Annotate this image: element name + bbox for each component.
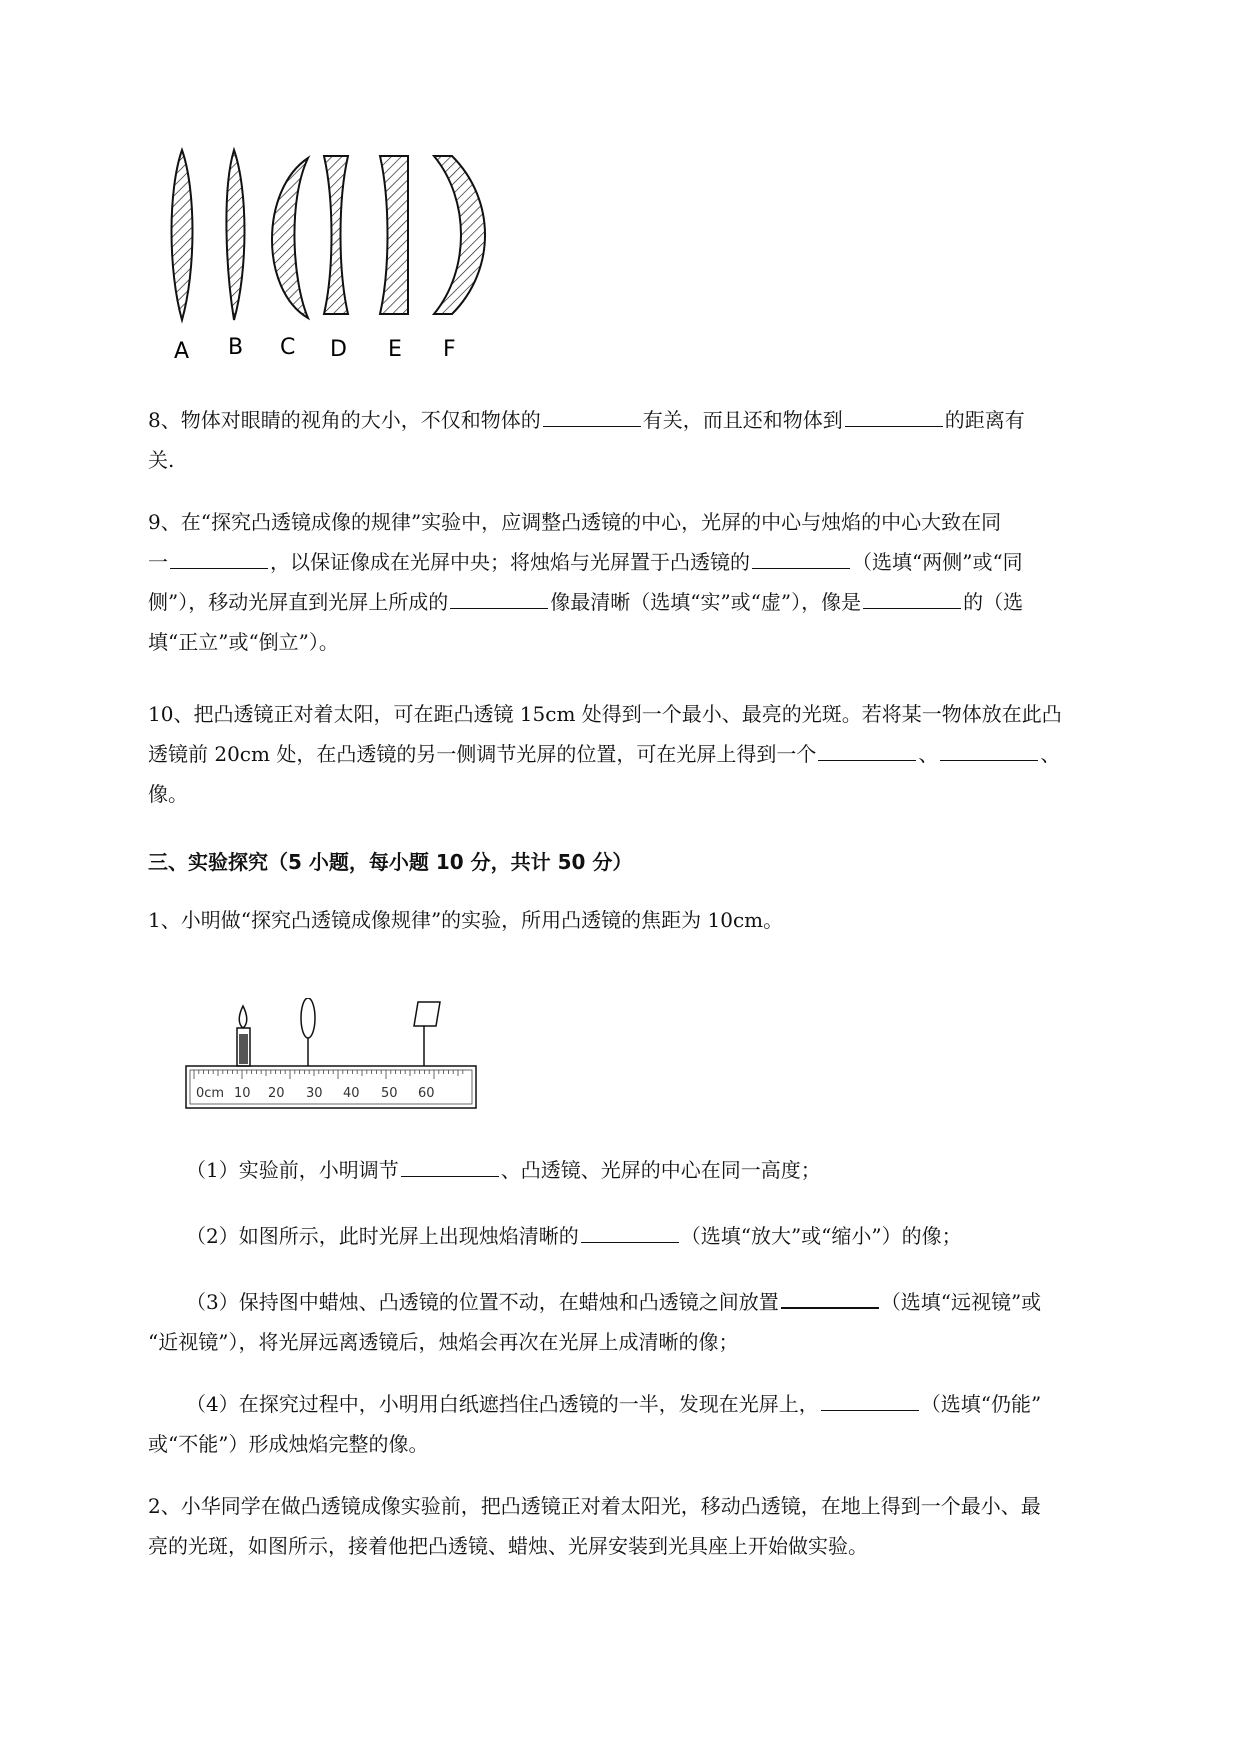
q9-text-2b: ，以保证像成在光屏中央；将烛焰与光屏置于凸透镜的 bbox=[270, 550, 750, 574]
exp1-subq-1 bbox=[186, 1150, 1158, 1190]
candle-body-shade bbox=[239, 1034, 248, 1064]
q10-line-1: 10、把凸透镜正对着太阳，可在距凸透镜 15cm 处得到一个最小、最亮的光斑。若将某一物体放在此凸 bbox=[148, 702, 1062, 726]
ruler-label-40: 40 bbox=[343, 1086, 360, 1101]
lens-d-biconcave bbox=[324, 156, 348, 314]
exp1-blank-3 bbox=[781, 1285, 879, 1309]
ruler-label-20: 20 bbox=[268, 1086, 285, 1101]
exp1-p4-text-a: （4）在探究过程中，小明用白纸遮挡住凸透镜的一半，发现在光屏上， bbox=[186, 1392, 819, 1416]
exp2-line-1: 2、小华同学在做凸透镜成像实验前，把凸透镜正对着太阳光，移动凸透镜，在地上得到一个最小、最 bbox=[148, 1494, 1041, 1518]
q9-line-4: 填“正立”或“倒立”）。 bbox=[148, 630, 339, 654]
exp1-subq-3 bbox=[148, 1282, 1158, 1362]
q8-text-1: 8、物体对眼睛的视角的大小，不仅和物体的 bbox=[148, 408, 541, 432]
exp1-blank-1 bbox=[401, 1154, 499, 1177]
exp1-blank-4 bbox=[821, 1388, 919, 1411]
lens-c-meniscus bbox=[272, 158, 308, 318]
q8-blank-2 bbox=[845, 404, 943, 427]
optical-bench-figure bbox=[182, 998, 482, 1110]
question-9 bbox=[148, 502, 1148, 662]
lens-label-e: E bbox=[388, 337, 402, 362]
lens-types-figure bbox=[160, 140, 550, 370]
question-10 bbox=[148, 694, 1148, 814]
exp1-blank-2 bbox=[581, 1220, 679, 1243]
q10-text-2a: 透镜前 20cm 处，在凸透镜的另一侧调节光屏的位置，可在光屏上得到一个 bbox=[148, 742, 817, 766]
lens-a-biconvex bbox=[172, 150, 193, 320]
exp1-intro-text: 1、小明做“探究凸透镜成像规律”的实验，所用凸透镜的焦距为 10cm。 bbox=[148, 908, 784, 932]
q9-text-3a: 侧”），移动光屏直到光屏上所成的 bbox=[148, 590, 449, 614]
q9-blank-1 bbox=[170, 546, 268, 569]
q9-text-3c: 的（选 bbox=[963, 590, 1024, 614]
lens-f-meniscus bbox=[434, 156, 485, 314]
exp2-line-2: 亮的光斑，如图所示，接着他把凸透镜、蜡烛、光屏安装到光具座上开始做实验。 bbox=[148, 1534, 868, 1558]
lens-label-a: A bbox=[174, 339, 190, 364]
ruler-label-60: 60 bbox=[418, 1086, 435, 1101]
lens-label-f: F bbox=[443, 337, 456, 362]
q9-text-2a: 一 bbox=[148, 550, 168, 574]
q8-text-3: 的距离有 bbox=[944, 408, 1025, 432]
exp1-p4-text-c: 或“不能”）形成烛焰完整的像。 bbox=[148, 1432, 429, 1456]
question-8 bbox=[148, 400, 1148, 480]
exp1-p1-text-b: 、凸透镜、光屏的中心在同一高度； bbox=[500, 1158, 821, 1182]
q9-blank-2 bbox=[752, 546, 850, 569]
q10-blank-1 bbox=[818, 738, 916, 761]
exp1-p1-text-a: （1）实验前，小明调节 bbox=[186, 1158, 399, 1182]
q9-text-2c: （选填“两侧”或“同 bbox=[852, 550, 1023, 574]
exp1-p4-text-b: （选填“仍能” bbox=[920, 1392, 1042, 1416]
q8-text-2: 有关，而且还和物体到 bbox=[642, 408, 843, 432]
section-3-heading: 三、实验探究（5 小题，每小题 10 分，共计 50 分） bbox=[148, 850, 633, 874]
exp1-p3-text-c: “近视镜”），将光屏远离透镜后，烛焰会再次在光屏上成清晰的像； bbox=[148, 1330, 739, 1354]
lens-b-planoconvex bbox=[226, 150, 244, 320]
ruler-label-10: 10 bbox=[234, 1086, 251, 1101]
experiment-1-intro bbox=[148, 900, 1148, 940]
q9-text-3b: 像最清晰（选填“实”或“虚”），像是 bbox=[550, 590, 862, 614]
exp1-subq-2 bbox=[186, 1216, 1158, 1256]
q9-blank-4 bbox=[863, 586, 961, 609]
ruler-label-50: 50 bbox=[381, 1086, 398, 1101]
q8-blank-1 bbox=[543, 404, 641, 427]
experiment-2 bbox=[148, 1486, 1148, 1566]
light-screen bbox=[414, 1002, 440, 1026]
ruler-tick-marks bbox=[194, 1070, 463, 1079]
q8-text-4: 关. bbox=[148, 448, 175, 472]
exp1-subq-4 bbox=[148, 1384, 1158, 1464]
lens-label-c: C bbox=[280, 335, 296, 360]
q10-text-2b: 、 bbox=[918, 742, 939, 766]
exp1-p2-text-a: （2）如图所示，此时光屏上出现烛焰清晰的 bbox=[186, 1224, 579, 1248]
q10-blank-2 bbox=[940, 738, 1038, 761]
lens-e-planoconcave bbox=[380, 156, 408, 314]
q9-line-1: 9、在“探究凸透镜成像的规律”实验中，应调整凸透镜的中心，光屏的中心与烛焰的中心大致在同 bbox=[148, 510, 1002, 534]
ruler-label-0: 0cm bbox=[196, 1086, 225, 1101]
q9-blank-3 bbox=[450, 586, 548, 609]
candle-flame bbox=[239, 1006, 247, 1028]
exp1-p2-text-b: （选填“放大”或“缩小”）的像； bbox=[680, 1224, 962, 1248]
lens-label-b: B bbox=[228, 335, 244, 360]
lens-label-d: D bbox=[330, 337, 347, 362]
exp1-p3-text-a: （3）保持图中蜡烛、凸透镜的位置不动，在蜡烛和凸透镜之间放置 bbox=[186, 1290, 779, 1314]
exp1-p3-text-b: （选填“远视镜”或 bbox=[880, 1290, 1042, 1314]
convex-lens bbox=[301, 998, 315, 1038]
ruler-label-30: 30 bbox=[306, 1086, 323, 1101]
q10-line-3: 像。 bbox=[148, 782, 188, 806]
q10-text-2c: 、 bbox=[1040, 742, 1061, 766]
